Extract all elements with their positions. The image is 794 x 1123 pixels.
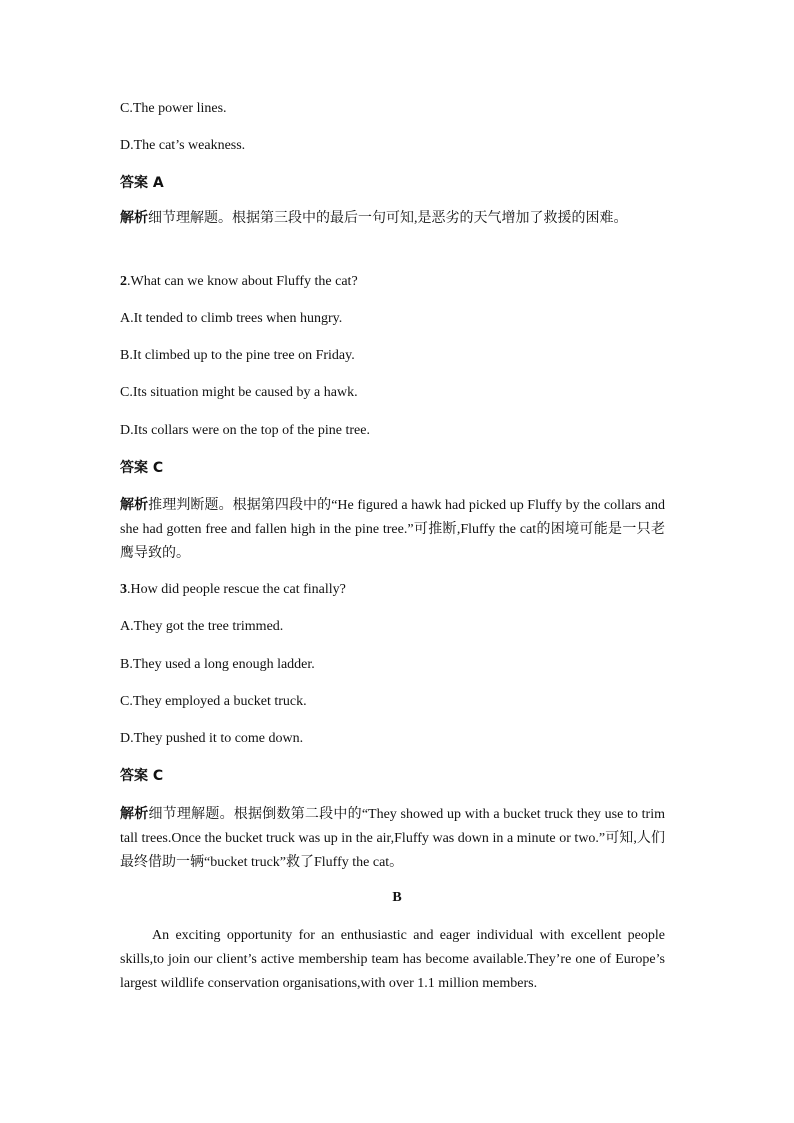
q3-answer: 答案 C <box>120 768 164 784</box>
q3-stem <box>120 581 346 599</box>
q2-option-b: B.It climbed up to the pine tree on Friday. <box>120 348 355 363</box>
q2-stem <box>120 273 358 291</box>
q3-option-d: D.They pushed it to come down. <box>120 731 304 746</box>
q1-analysis-text: 细节理解题。根据第三段中的最后一句可知,是恶劣的天气增加了救援的困难。 <box>148 211 628 226</box>
section-b-heading: B <box>392 890 402 905</box>
q3-option-b: B.They used a long enough ladder. <box>120 657 315 672</box>
q2-option-d: D.Its collars were on the top of the pine tree. <box>120 423 370 438</box>
q3-number: 3 <box>120 582 127 597</box>
q3-option-a: A.They got the tree trimmed. <box>120 619 284 634</box>
q1-option-d: D.The cat’s weakness. <box>120 138 246 153</box>
q3-stem-text: .How did people rescue the cat finally? <box>127 582 346 597</box>
section-b-paragraph: An exciting opportunity for an enthusiastic and eager individual with excellent people skills,to join our client’s active membership team has become available.They’re one of Europe’s largest wildlife conservation organisations,with over 1.1 million members. <box>120 928 665 991</box>
q2-option-c: C.Its situation might be caused by a hawk. <box>120 385 358 400</box>
q3-analysis-text: 细节理解题。根据倒数第二段中的“They showed up with a bucket truck they use to trim tall trees.Once the bucket truck was up in the air,Fluffy was down in a minute or two.”可知,人们最终借助一辆“bucket truck”救了Fluffy the cat。 <box>120 807 665 870</box>
q1-analysis-label: 解析 <box>120 210 148 226</box>
q3-analysis <box>120 802 665 875</box>
q2-option-a: A.It tended to climb trees when hungry. <box>120 311 343 326</box>
q2-analysis-label: 解析 <box>120 497 149 513</box>
q3-analysis-label: 解析 <box>120 806 149 822</box>
q2-analysis-text: 推理判断题。根据第四段中的“He figured a hawk had picked up Fluffy by the collars and she had gotten free and fallen high in the pine tree.”可推断,Fluffy the cat的困境可能是一只老鹰导致的。 <box>120 498 666 561</box>
q1-analysis <box>120 206 665 231</box>
q2-number: 2 <box>120 274 127 289</box>
q2-answer: 答案 C <box>120 460 164 476</box>
q3-option-c: C.They employed a bucket truck. <box>120 694 307 709</box>
q2-analysis <box>120 493 665 566</box>
q2-stem-text: .What can we know about Fluffy the cat? <box>127 274 358 289</box>
q1-option-c: C.The power lines. <box>120 101 227 116</box>
q1-answer: 答案 A <box>120 175 164 191</box>
